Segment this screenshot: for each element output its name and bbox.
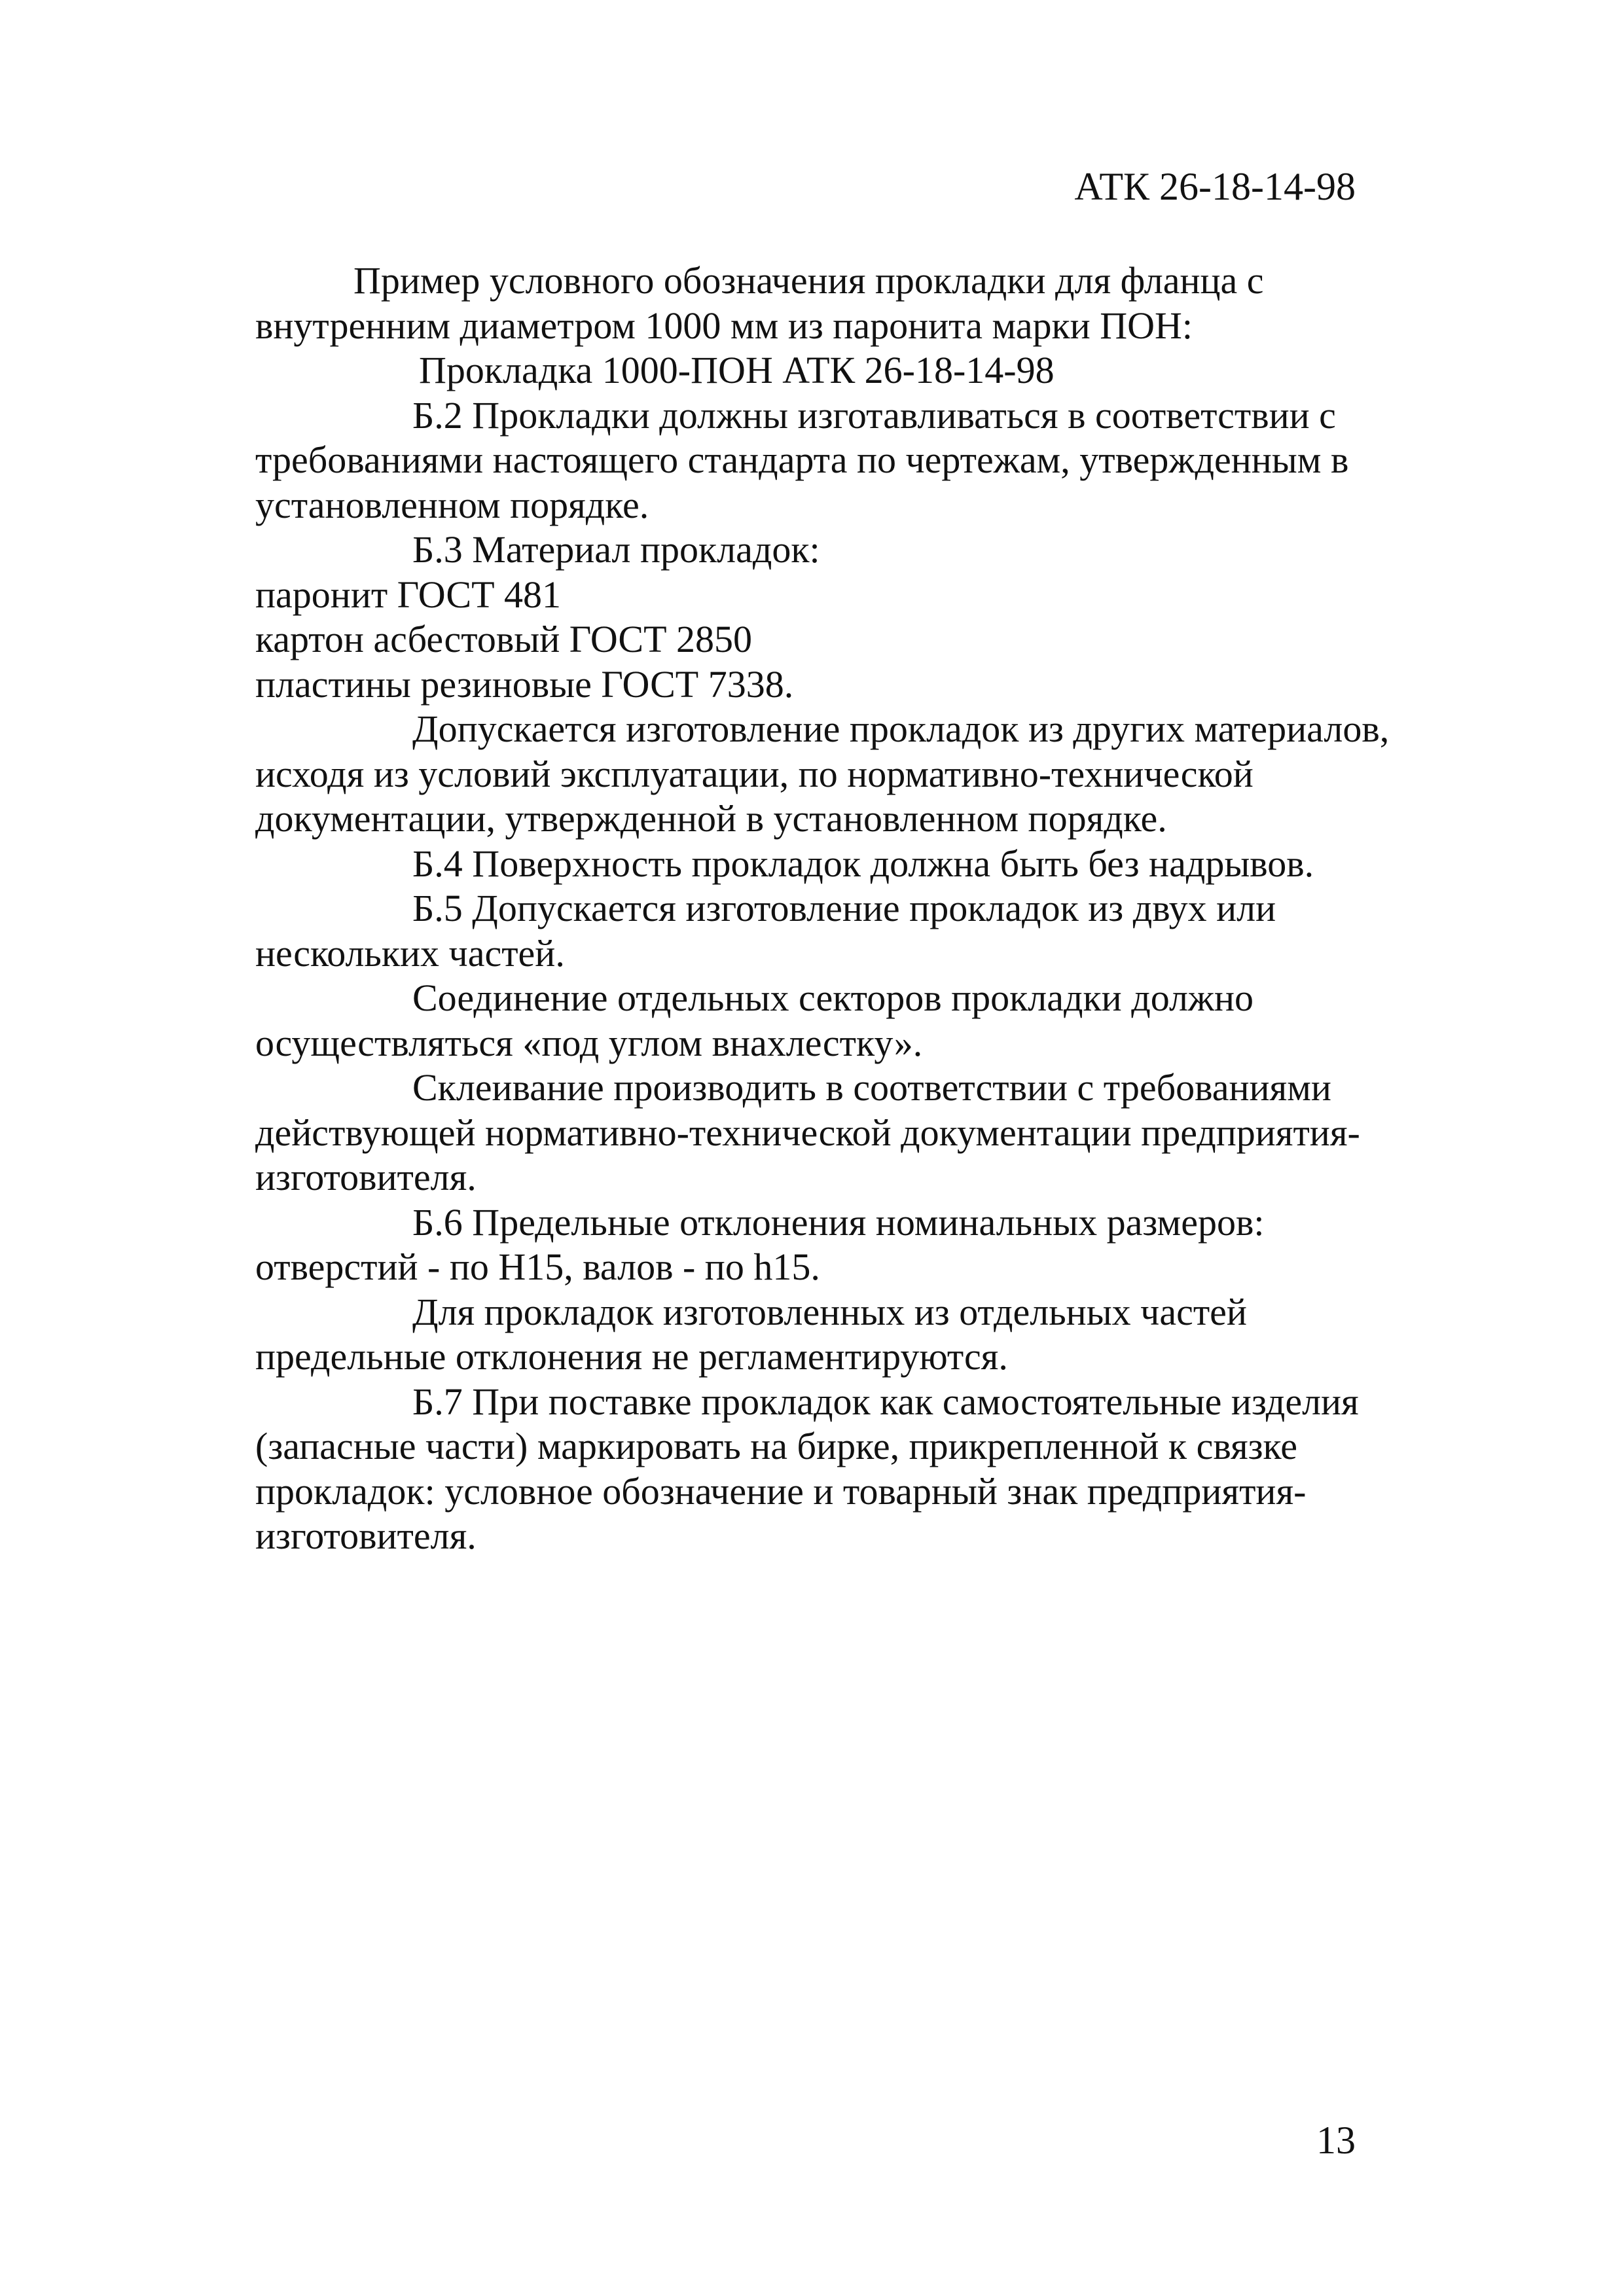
- text-line: Склеивание производить в соответствии с требованиями: [412, 1066, 1331, 1109]
- text-line: Б.5 Допускается изготовление прокладок из двух или: [412, 887, 1276, 929]
- designation-example: Прокладка 1000-ПОН АТК 26-18-14-98: [419, 349, 1055, 391]
- text-line: изготовителя.: [255, 1156, 477, 1198]
- text-line: Б.3 Материал прокладок:: [412, 528, 820, 571]
- text-line: Допускается изготовление прокладок из других материалов,: [412, 708, 1390, 750]
- document-code: АТК 26-18-14-98: [1074, 165, 1356, 208]
- text-line: Б.6 Предельные отклонения номинальных размеров:: [412, 1200, 1265, 1244]
- page-number: 13: [1316, 2119, 1356, 2162]
- material-item: пластины резиновые ГОСТ 7338.: [255, 662, 794, 706]
- text-line: требованиями настоящего стандарта по чертежам, утвержденным в: [255, 439, 1349, 481]
- text-line: исходя из условий эксплуатации, по нормативно-технической: [255, 752, 1254, 795]
- text-line: действующей нормативно-технической документации предприятия-: [255, 1111, 1360, 1154]
- text-line: установленном порядке.: [255, 483, 649, 526]
- document-body: [255, 259, 1420, 1559]
- text-line: внутренним диаметром 1000 мм из паронита марки ПОН:: [255, 304, 1193, 347]
- text-line: прокладок: условное обозначение и товарный знак предприятия-: [255, 1469, 1307, 1513]
- text-line: нескольких частей.: [255, 931, 565, 975]
- text-line: Б.7 При поставке прокладок как самостоятельные изделия: [412, 1380, 1359, 1423]
- material-item: картон асбестовый ГОСТ 2850: [255, 618, 753, 660]
- text-line: Пример условного обозначения прокладки для фланца с: [353, 259, 1264, 302]
- text-line: Соединение отдельных секторов прокладки должно: [412, 977, 1254, 1019]
- text-line: изготовителя.: [255, 1515, 477, 1557]
- text-line: осуществляться «под углом внахлестку».: [255, 1021, 923, 1064]
- material-item: паронит ГОСТ 481: [255, 573, 562, 616]
- text-line: предельные отклонения не регламентируются.: [255, 1335, 1008, 1378]
- text-line: Б.4 Поверхность прокладок должна быть без надрывов.: [412, 842, 1314, 885]
- text-line: документации, утвержденной в установленном порядке.: [255, 797, 1167, 840]
- text-line: Б.2 Прокладки должны изготавливаться в соответствии с: [412, 393, 1336, 437]
- text-line: отверстий - по Н15, валов - по h15.: [255, 1246, 820, 1288]
- text-line: Для прокладок изготовленных из отдельных частей: [412, 1290, 1247, 1333]
- text-line: (запасные части) маркировать на бирке, прикрепленной к связке: [255, 1425, 1298, 1467]
